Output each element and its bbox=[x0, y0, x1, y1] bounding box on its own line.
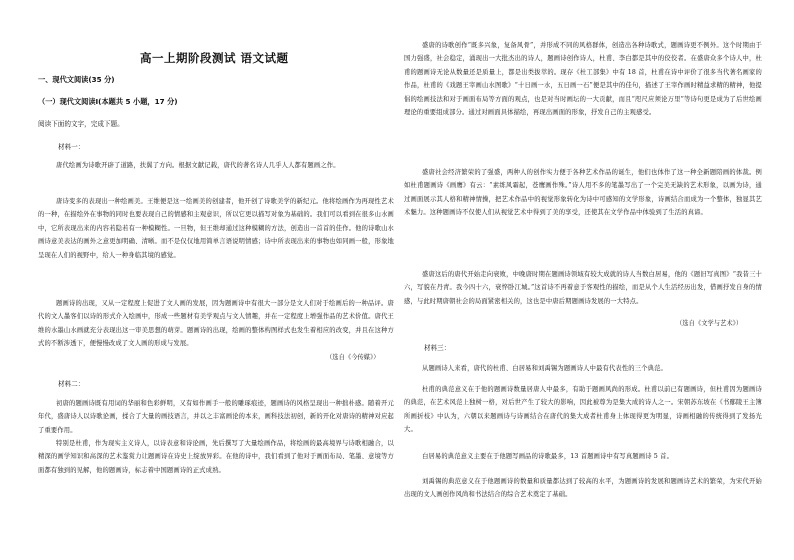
source-citation: （选自《文学与艺术》） bbox=[676, 320, 743, 327]
paragraph: 唐代绘画为诗歌开辟了道路，扶翼了方向。根据文献记载，唐代的著名诗人几乎人人都有题画之作。 bbox=[56, 162, 340, 169]
page-title: 高一上期阶段测试 语文试题 bbox=[140, 51, 289, 65]
instruction-text: 阅读下面的文字，完成下题。 bbox=[38, 120, 124, 128]
subsection-heading: （一）现代文阅读I(本题共 5 小题，17 分) bbox=[38, 97, 178, 106]
paragraph: 题画诗的出现，又从一定程度上促进了文人画的发展，因为题画诗中有很大一部分是文人们对于绘画后的一种品评。唐代的文人墨客们以诗的形式介入绘画中，形成一些题材有美学观点与文人情趣，并在一定程度上增强作品的艺术价值。唐代王维的水墨山水画就充分表现出这一审美思想的萌芽。题画诗的出现，绘画的整体构图样式也发生着相应的改变，并且在这种方式的不断涉透下，便慢慢改成了文人画的形成与发展。 bbox=[38, 300, 394, 348]
paragraph: 盛唐社会经济繁荣的了强盛，两种人的创作实力便于各种艺术作品的诞生，他们也体作了这一种全新题陪画的体裁。例如杜甫题画诗《画鹰》有云：“素练风霜起，苍鹰画作殊。”诗人用不多的笔墨写出了一个完美无缺的艺术形象，以画为诗，通过画面展示其人格和精神情操，把艺术作品中的视觉形象转化为诗中可感知的文学形象，诗画结合而成为一个整体，独显其艺术魅力。这种题画诗不仅使人们从视觉艺术中得到了美的享受，还使其在文学作品中体验到了生活的真谛。 bbox=[404, 169, 762, 217]
material-label: 材料一： bbox=[58, 143, 85, 151]
paragraph: 刘禹锡的典范意义在于他题画诗的数量和质量都达到了较高的水平，为题画诗的发展和题画诗艺术的繁荣，为宋代开始出现的文人画创作风尚和书法结合的综合艺术奠定了基础。 bbox=[404, 478, 762, 499]
paragraph: 唐诗变多的表现出一种绘画美。王维便是这一绘画美的创建者，他开创了诗歌美学的新纪元。他将绘画作为再现性艺术的一种，在描绘外在事物的同时也要表现自己的情感和主观意识，所以它更以描写对象为基础的。我们可以看到在很多山水画中，它所表现出来的内容若隐若有一种模糊性。一旦物，但王维却通过这种模糊的方法，创造出一首首的佳作。他的诗歌山水画诗意美表达的画外之意更加明确、清晰。而不是仅仅地用简单言语说明情感；诗中所表现出来的事物也如同画一般，形象地呈现在人们的视野中，给人一种身临其境的感觉。 bbox=[38, 198, 394, 259]
paragraph: 从题画诗人来看，唐代的杜甫、白居易和刘禹锡为题画诗人中最有代表性的三个典范。 bbox=[422, 365, 667, 372]
section-heading: 一、现代文阅读(35 分) bbox=[38, 75, 115, 84]
paragraph: 特别是杜甫，作为现实主义诗人，以诗表意和诗论画，先后撰写了大量绘画作品，将绘画的最高境界与诗歌相融合，以精深的画学知识和高深的艺术鉴赏力让题画诗在诗史上绽放异彩。在他的诗中，我们看到了他对于画面布局、笔墨、意境等方面都有独到的见解，他的题画诗，标志着中国题画诗的正式成熟。 bbox=[38, 440, 394, 474]
source-citation: （选自《今传媒》） bbox=[326, 354, 380, 361]
paragraph: 杜甫的典范意义在于他的题画诗数量居唐人中最多，有助于题画风尚的形成。杜甫以前已有题画诗，但杜甫因为题画诗的典范，在艺术风范上独树一格，对后世产生了较大的影响，因此被尊为是集大成的诗人之一。宋朝苏东坡在《书鄢陵王主簿所画折枝》中认为，六朝以来题画诗与诗画结合在唐代的集大成者杜甫身上体现得更为明显，诗画相融的传统得到了发扬光大。 bbox=[404, 386, 762, 434]
paragraph: 白居易的典范意义主要在于他题写画品的诗歌最多，13 首题画诗中有写真题画诗 5 首。 bbox=[422, 453, 674, 460]
paragraph: 盛唐这后的唐代开始走向衰败，中晚唐时期在题画诗领域有较大成就的诗人当数白居易，他的《题旧写真图》“我昔三十六，写貌在丹青。我今四十六，衰悴卧江城。”这首诗不再着意于客观性的描绘，而是从个人生活经历出发，借画抒发自身的情感，与此时期唐朝社会的局面紧密相关的，这也是中唐后期题画诗发展的一大特点。 bbox=[404, 271, 762, 305]
paragraph: 盛唐的诗歌创作“既多兴象，复备风骨”，并形成不同的风格群体，创造出各种诗歌式，题画诗更不例外。这个时期由于国力强盛，社会稳定，涌现出一大批杰出的诗人，题画诗创作诗人，杜甫、李白都是其中的佼佼者。在盛唐众多个诗人中，杜甫的题画诗无论从数量还是质量上，都是出类拔萃的。现存《杜工部集》中有 18 首，杜甫在诗中评价了很多当代著名画家的作品，杜甫的《戏题王宰画山水图歌》“十日画一水，五日画一石”便是其中的佳句，描述了王宰作画时精益求精的精神，他提倡的绘画技法和对于画面布局等方面的观点，也是对当时画坛的一大贡献，而且“咫尺应须论万里”等诗句更是成为了后世绘画理论的重要组成部分。通过对画面具体描绘，再现出画面的形象，抒发自己的主观感受。 bbox=[404, 42, 762, 117]
material-label: 材料三： bbox=[424, 344, 451, 352]
material-label: 材料二： bbox=[58, 380, 85, 388]
paragraph: 初唐的题画诗既有用词的华丽和色彩鲜明，又有如作画手一般的雕琢痕迹，题画诗的风格呈现出一种拙朴感。随着开元年代，盛唐诗人以诗歌论画，揉合了大量的画技语言，并以之丰富画论的本来，画科技法初创，新的开化对唐诗的精神对应起了重要作用。 bbox=[38, 400, 394, 434]
